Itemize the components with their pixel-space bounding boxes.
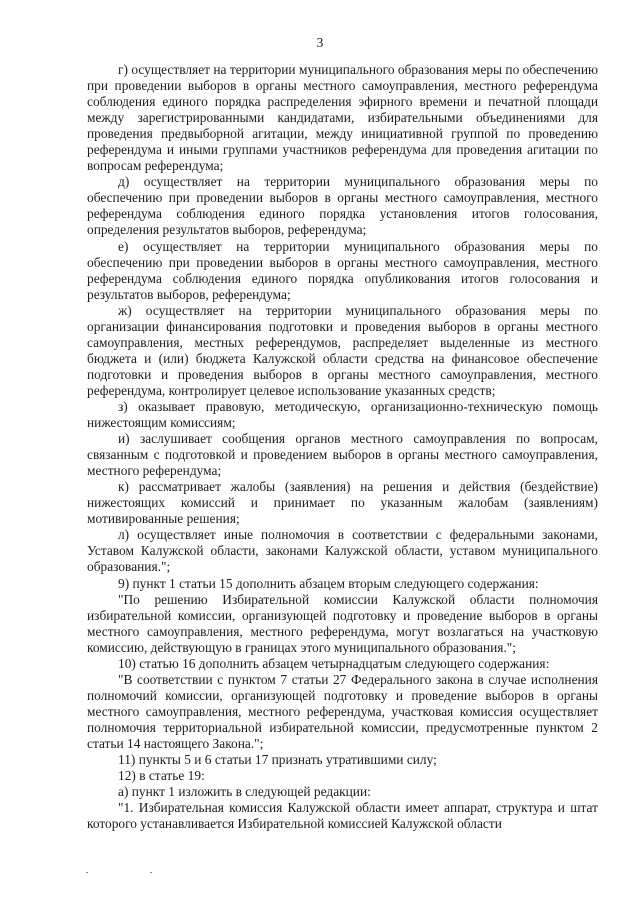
paragraph-e: е) осуществляет на территории муниципального образования меры по обеспечению при проведении выборов в органы местного самоуправления, местного референдума соблюдения единого порядка опубликования итогов голосования и результатов выборов, референдума;: [87, 238, 598, 302]
amendment-item-11: 11) пункты 5 и 6 статьи 17 признать утратившими силу;: [118, 752, 437, 768]
paragraph-k: к) рассматривает жалобы (заявления) на решения и действия (бездействие) нижестоящих комиссий и принимает по указанным жалобам (заявлениям) мотивированные решения;: [87, 479, 598, 527]
scan-speck-right: [150, 872, 152, 873]
amendment-item-9: 9) пункт 1 статьи 15 дополнить абзацем вторым следующего содержания:: [118, 575, 539, 591]
amendment-item-12: 12) в статье 19:: [118, 768, 205, 784]
paragraph-d: д) осуществляет на территории муниципального образования меры по обеспечению при проведении выборов в органы местного самоуправления, местного референдума соблюдения единого порядка установления итогов голосования, определения результатов выборов, референдума;: [87, 174, 598, 238]
document-body: [87, 62, 598, 832]
paragraph-i: и) заслушивает сообщения органов местного самоуправления по вопросам, связанным с подготовкой и проведением выборов в органы местного самоуправления, местного референдума;: [87, 431, 598, 479]
paragraph-z: з) оказывает правовую, методическую, организационно-техническую помощь нижестоящим комиссиям;: [87, 398, 598, 431]
amendment-item-12-a: а) пункт 1 изложить в следующей редакции:: [118, 784, 371, 800]
amendment-item-9-text: "По решению Избирательной комиссии Калужской области полномочия избирательной комиссии, организующей подготовку и проведение выборов в органы местного самоуправления, местного референдума, могут возлагаться на участковую комиссию, действующую в границах этого муниципального образования.";: [87, 591, 598, 655]
paragraph-g: г) осуществляет на территории муниципального образования меры по обеспечению при проведении выборов в органы местного самоуправления, местного референдума соблюдения единого порядка распределения эфирного времени и печатной площади между зарегистрированными кандидатами, избирательными объединениями для проведения предвыборной агитации, между инициативной группой по проведению референдума и иными группами участников референдума для проведения агитации по вопросам референдума;: [87, 62, 598, 174]
paragraph-l: л) осуществляет иные полномочия в соответствии с федеральными законами, Уставом Калужской области, законами Калужской области, уставом муниципального образования.";: [87, 527, 598, 575]
scan-speck-left: [86, 872, 88, 873]
page-number: 3: [316, 35, 324, 50]
paragraph-zh: ж) осуществляет на территории муниципального образования меры по организации финансирования подготовки и проведения выборов в органы местного самоуправления, местных референдумов, распределяет выделенные из местного бюджета и (или) бюджета Калужской области средства на финансовое обеспечение подготовки и проведения выборов в органы местного самоуправления, местного референдума, контролирует целевое использование указанных средств;: [87, 302, 598, 398]
amendment-item-10: 10) статью 16 дополнить абзацем четырнадцатым следующего содержания:: [118, 655, 550, 671]
amendment-item-10-text: "В соответствии с пунктом 7 статьи 27 Федерального закона в случае исполнения полномочий комиссии, организующей подготовку и проведение выборов в органы местного самоуправления, местного референдума, участковая комиссия осуществляет полномочия территориальной избирательной комиссии, предусмотренные пунктом 2 статьи 14 настоящего Закона.";: [87, 671, 598, 751]
amendment-item-12-a-text: "1. Избирательная комиссия Калужской области имеет аппарат, структура и штат которого устанавливается Избирательной комиссией Калужской области: [87, 800, 598, 832]
